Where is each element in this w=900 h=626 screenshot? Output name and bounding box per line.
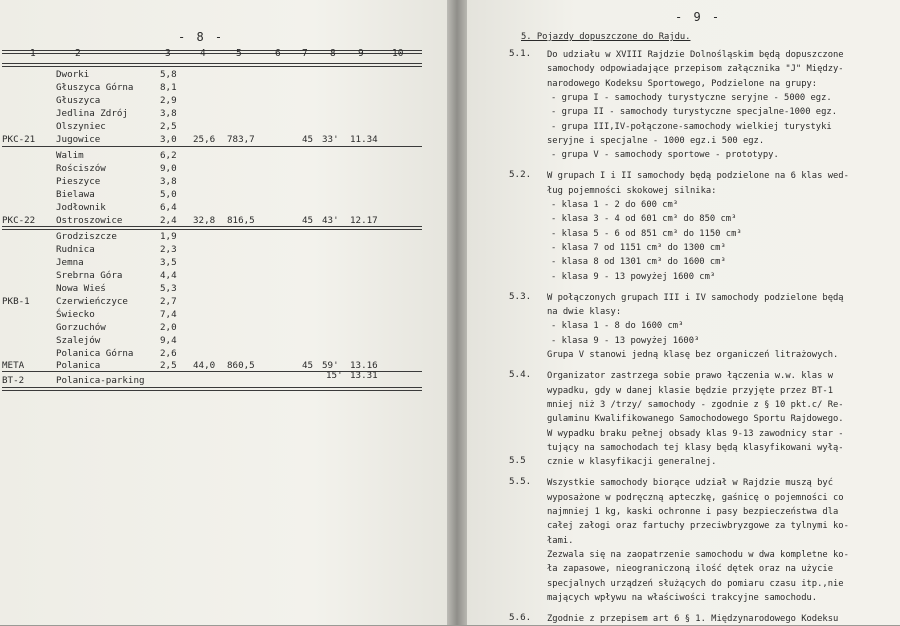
table-row-c9: 11.34 bbox=[350, 134, 378, 145]
table-row-place: Ostroszowice bbox=[56, 215, 123, 226]
table-row-place: Grodziszcze bbox=[56, 231, 117, 242]
table-row-place: Gorzuchów bbox=[56, 322, 106, 333]
table-row-place: Rudnica bbox=[56, 244, 95, 255]
table-row-code: PKB-1 bbox=[2, 296, 30, 307]
table-row-place: Głuszyca bbox=[56, 95, 101, 106]
table-row-distance: 2,5 bbox=[160, 360, 177, 371]
table-row-distance: 2,3 bbox=[160, 244, 177, 255]
body-line: wyposażone w podręczną apteczkę, gaśnicę o pojemności co bbox=[547, 492, 844, 503]
table-row-distance: 3,5 bbox=[160, 257, 177, 268]
table-row-distance: 2,7 bbox=[160, 296, 177, 307]
col-header-8: 8 bbox=[330, 48, 336, 59]
table-row-code: META bbox=[2, 360, 25, 371]
body-line: ług pojemności skokowej silnika: bbox=[547, 185, 717, 196]
table-row-distance: 9,0 bbox=[160, 163, 177, 174]
point-number: 5.5. bbox=[509, 476, 532, 488]
body-line: - grupa II - samochody turystyczne specjalne-1000 egz. bbox=[551, 107, 837, 118]
body-line: W grupach I i II samochody będą podzielone na 6 klas wed- bbox=[547, 171, 849, 182]
col-header-4: 4 bbox=[200, 48, 206, 59]
table-row-place: Jodłownik bbox=[56, 202, 106, 213]
table-row-place: Walim bbox=[56, 150, 84, 161]
table-row-place: Polanica-parking bbox=[56, 375, 145, 386]
body-line: - klasa 5 - 6 od 851 cm³ do 1150 cm³ bbox=[551, 228, 742, 239]
body-line: najmniej 1 kg, kaski ochronne i pasy bezpieczeństwa dla bbox=[547, 507, 839, 517]
table-row-place: Pieszyce bbox=[56, 176, 101, 187]
book-gutter bbox=[447, 0, 467, 625]
table-bottom-rule bbox=[2, 387, 422, 391]
table-row-place: Jugowice bbox=[56, 134, 101, 145]
body-line: - klasa 9 - 13 powyżej 1600³ bbox=[551, 335, 700, 346]
table-row-distance: 3,8 bbox=[160, 108, 177, 119]
section-rule bbox=[2, 146, 422, 147]
right-page bbox=[467, 0, 900, 625]
col-header-6: 6 bbox=[275, 48, 281, 59]
body-line: - klasa 7 od 1151 cm³ do 1300 cm³ bbox=[551, 242, 726, 253]
body-line: Organizator zastrzega sobie prawo łączenia w.w. klas w bbox=[547, 371, 833, 382]
body-line: ła zapasowe, nieograniczoną ilość dętek oraz na użycie bbox=[547, 564, 833, 575]
table-row-c4: 44,0 bbox=[193, 360, 216, 371]
body-line: wypadku, gdy w danej klasie będzie przyjęte przez BT-1 bbox=[547, 385, 833, 396]
left-page-number: - 8 - bbox=[178, 30, 225, 44]
table-row-distance: 9,4 bbox=[160, 335, 177, 346]
body-line: seryjne i specjalne - 1000 egz.i 500 egz. bbox=[547, 135, 765, 146]
body-line: Grupa V stanowi jedną klasę bez organiczeń litrażowych. bbox=[547, 350, 839, 360]
table-row-place: Dworki bbox=[56, 69, 90, 80]
table-row-c9: 13.31 bbox=[350, 370, 378, 381]
right-page-number: - 9 - bbox=[675, 10, 722, 24]
table-row-place: Głuszyca Górna bbox=[56, 82, 134, 93]
table-row-place: Polanica Górna bbox=[56, 348, 134, 359]
body-line: samochody odpowiadające przepisom załącznika "J" Między- bbox=[547, 64, 844, 75]
table-row-distance: 8,1 bbox=[160, 82, 177, 93]
body-line: - klasa 8 od 1301 cm³ do 1600 cm³ bbox=[551, 257, 726, 268]
body-line: całej załogi oraz fartuchy przeciwbryzgowe za tylnymi ko- bbox=[547, 521, 849, 532]
body-line: Do udziału w XVIII Rajdzie Dolnośląskim będą dopuszczone bbox=[547, 50, 844, 60]
body-line: Wszystkie samochody biorące udział w Rajdzie muszą być bbox=[547, 478, 833, 489]
table-header-rule bbox=[2, 63, 422, 67]
table-row-c9: 12.17 bbox=[350, 215, 378, 226]
table-row-c8: 33' bbox=[322, 134, 339, 145]
body-line: mniej niż 3 /trzy/ samochody - zgodnie z § 10 pkt.c/ Re- bbox=[547, 399, 844, 410]
body-line: na dwie klasy: bbox=[547, 307, 622, 318]
table-row-distance: 2,6 bbox=[160, 348, 177, 359]
table-row-distance: 6,4 bbox=[160, 202, 177, 213]
body-line: specjalnych urządzeń służących do pomiaru czasu itp.,nie bbox=[547, 578, 844, 589]
table-row-c8: 59' bbox=[322, 360, 339, 371]
table-row-c9: 13.16 bbox=[350, 360, 378, 371]
table-row-code: PKC-21 bbox=[2, 134, 36, 145]
body-line: Zgodnie z przepisem art 6 § 1. Międzynarodowego Kodeksu bbox=[547, 614, 839, 625]
section-rule bbox=[2, 226, 422, 230]
table-row-c5: 860,5 bbox=[227, 360, 255, 371]
table-row-distance: 5,8 bbox=[160, 69, 177, 80]
table-row-c8: 43' bbox=[322, 215, 339, 226]
table-row-place: Szalejów bbox=[56, 335, 101, 346]
point-number: 5.3. bbox=[509, 290, 532, 302]
body-line: łami. bbox=[547, 535, 574, 546]
body-line: cznie w klasyfikacji generalnej. bbox=[547, 457, 717, 468]
body-line: - klasa 1 - 8 do 1600 cm³ bbox=[551, 321, 684, 332]
table-row-c5: 783,7 bbox=[227, 134, 255, 145]
table-row-c5: 816,5 bbox=[227, 215, 255, 226]
table-row-c4: 32,8 bbox=[193, 215, 216, 226]
table-row-distance: 2,9 bbox=[160, 95, 177, 106]
table-row-c7: 45 bbox=[302, 215, 314, 226]
col-header-1: 1 bbox=[30, 48, 36, 59]
point-number: 5.5 bbox=[509, 455, 526, 467]
body-line: - grupa V - samochody sportowe - prototypy. bbox=[551, 150, 779, 161]
table-row-distance: 2,0 bbox=[160, 322, 177, 333]
table-row-place: Jemna bbox=[56, 257, 84, 268]
point-number: 5.4. bbox=[509, 369, 532, 381]
body-line: - klasa 9 - 13 powyżej 1600 cm³ bbox=[551, 271, 716, 282]
table-row-distance: 2,4 bbox=[160, 215, 177, 226]
table-row-distance: 3,8 bbox=[160, 176, 177, 187]
table-row-distance: 4,4 bbox=[160, 270, 177, 281]
table-row-c4: 25,6 bbox=[193, 134, 216, 145]
table-row-place: Srebrna Góra bbox=[56, 270, 123, 281]
table-row-c7: 45 bbox=[302, 134, 314, 145]
table-row-distance: 2,5 bbox=[160, 121, 177, 132]
body-line: - klasa 1 - 2 do 600 cm³ bbox=[551, 200, 679, 210]
left-page bbox=[0, 0, 447, 625]
body-line: gulaminu Kwalifikowanego Samochodowego Sportu Rajdowego. bbox=[547, 414, 844, 425]
table-row-distance: 3,0 bbox=[160, 134, 177, 145]
table-row-place: Nowa Wieś bbox=[56, 283, 106, 294]
table-row-place: Czerwieńczyce bbox=[56, 296, 128, 307]
table-row-distance: 5,0 bbox=[160, 189, 177, 200]
table-row-code: BT-2 bbox=[2, 375, 25, 386]
section-title: 5. Pojazdy dopuszczone do Rajdu. bbox=[521, 32, 691, 42]
table-row-place: Olszyniec bbox=[56, 121, 106, 132]
table-row-c7: 45 bbox=[302, 360, 314, 371]
body-line: narodowego Kodeksu Sportowego, Podzielone na grupy: bbox=[547, 78, 818, 89]
table-row-distance: 6,2 bbox=[160, 150, 177, 161]
table-row-distance: 5,3 bbox=[160, 283, 177, 294]
col-header-2: 2 bbox=[75, 48, 81, 59]
table-row-place: Rościszów bbox=[56, 163, 106, 174]
table-row-distance: 1,9 bbox=[160, 231, 177, 242]
point-number: 5.6. bbox=[509, 612, 532, 624]
body-line: mających wpływu na właściwości trakcyjne samochodu. bbox=[547, 592, 818, 603]
col-header-10: 10 bbox=[392, 48, 404, 59]
body-line: - klasa 3 - 4 od 601 cm³ do 850 cm³ bbox=[551, 214, 737, 225]
body-line: Zezwala się na zaopatrzenie samochodu w dwa kompletne ko- bbox=[547, 549, 849, 560]
body-line: W wypadku braku pełnej obsady klas 9-13 zawodnicy star - bbox=[547, 428, 844, 439]
col-header-9: 9 bbox=[358, 48, 364, 59]
col-header-3: 3 bbox=[165, 48, 171, 59]
table-row-place: Jedlina Zdrój bbox=[56, 108, 128, 119]
table-row-code: PKC-22 bbox=[2, 215, 36, 226]
table-row-distance: 7,4 bbox=[160, 309, 177, 320]
table-row-place: Świecko bbox=[56, 309, 95, 320]
body-line: - grupa III,IV-połączone-samochody wielkiej turystyki bbox=[551, 121, 832, 132]
point-number: 5.2. bbox=[509, 169, 532, 181]
point-number: 5.1. bbox=[509, 48, 532, 59]
body-line: - grupa I - samochody turystyczne seryjne - 5000 egz. bbox=[551, 92, 832, 103]
table-row-place: Polanica bbox=[56, 360, 101, 371]
body-line: W połączonych grupach III i IV samochody podzielone będą bbox=[547, 292, 844, 303]
body-line: tujący na samochodach tej klasy będą klasyfikowani wyłą- bbox=[547, 442, 844, 453]
col-header-5: 5 bbox=[236, 48, 242, 59]
col-header-7: 7 bbox=[302, 48, 308, 59]
table-row-c8: 15' bbox=[326, 370, 343, 381]
table-row-place: Bielawa bbox=[56, 189, 95, 200]
